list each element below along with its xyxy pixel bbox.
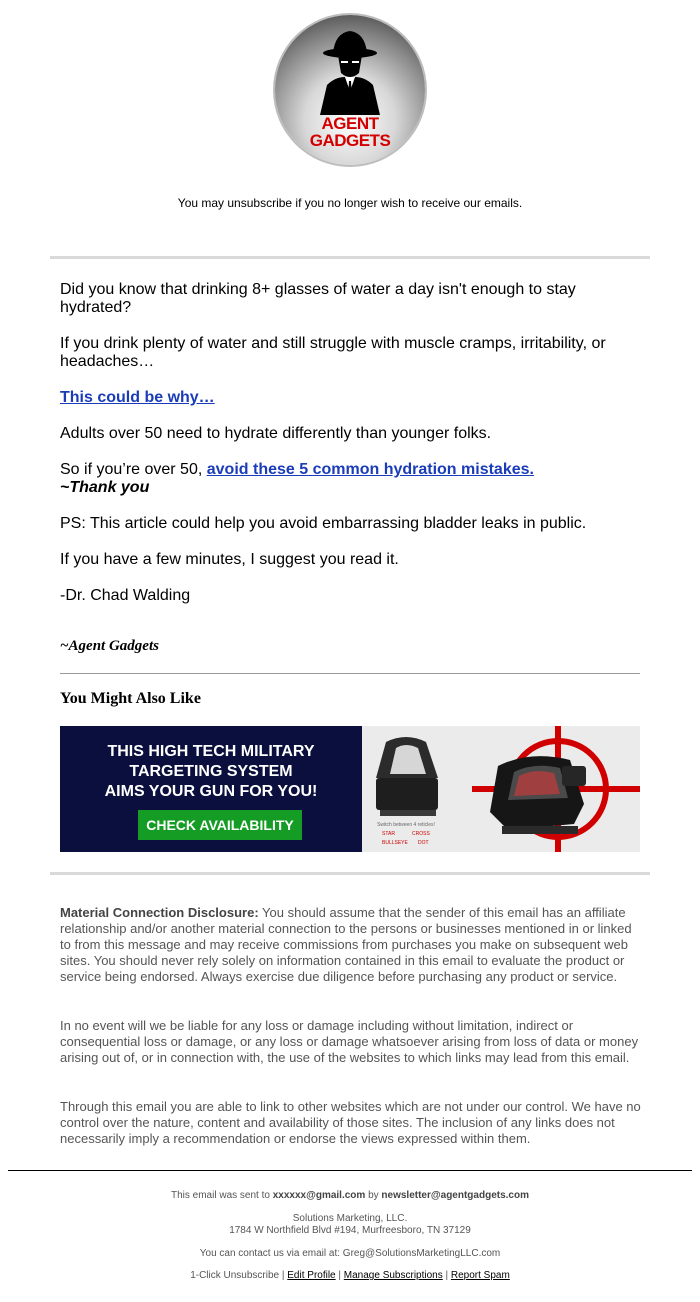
targeting-system-banner-ad[interactable]	[60, 726, 640, 852]
body-paragraph-5: If you have a few minutes, I suggest you read it.	[60, 551, 399, 568]
company-name: Solutions Marketing, LLC.	[292, 1213, 408, 1224]
divider	[50, 872, 650, 875]
check-availability-button[interactable]: CHECK AVAILABILITY	[138, 810, 302, 840]
banner-headline	[60, 742, 362, 802]
banner-text-panel	[60, 726, 362, 852]
divider	[50, 256, 650, 259]
banner-product-panel	[362, 726, 640, 852]
contact-line: You can contact us via email at: Greg@SolutionsMarketingLLC.com	[199, 1248, 501, 1259]
recipient-email: xxxxxx@gmail.com	[272, 1190, 366, 1201]
banner-headline-line-2: TARGETING SYSTEM	[129, 763, 293, 780]
banner-headline-line-3: AIMS YOUR GUN FOR YOU!	[104, 783, 318, 800]
body-link-1-wrap	[60, 389, 640, 407]
report-spam-link[interactable]: Report Spam	[450, 1270, 510, 1281]
signature: ~Agent Gadgets	[60, 638, 159, 654]
disclosure-heading: Material Connection Disclosure:	[60, 905, 259, 920]
body-paragraph-4	[60, 461, 640, 479]
edit-profile-link[interactable]: Edit Profile	[287, 1270, 336, 1281]
body-paragraph-3: Adults over 50 need to hydrate differently than younger folks.	[60, 425, 492, 442]
disclosure-paragraph	[60, 905, 645, 985]
footer-divider	[8, 1170, 692, 1171]
reticle-cross-label: CROSS	[412, 831, 430, 837]
unsubscribe-note: You may unsubscribe if you no longer wish to receive our emails.	[177, 196, 523, 210]
sent-to-line	[0, 1190, 700, 1202]
link-separator: |	[335, 1270, 344, 1281]
agent-gadgets-logo[interactable]	[275, 15, 425, 165]
manage-subscriptions-link[interactable]: Manage Subscriptions	[343, 1270, 443, 1281]
thank-you-line: ~Thank you	[60, 479, 150, 496]
hydration-mistakes-link[interactable]: avoid these 5 common hydration mistakes.	[206, 461, 534, 478]
logo-wordmark	[275, 115, 425, 149]
spy-silhouette-icon	[275, 15, 425, 125]
recommend-heading: You Might Also Like	[60, 690, 201, 707]
reticle-caption: Switch between 4 reticles!	[377, 822, 435, 828]
liability-paragraph: In no event will we be liable for any loss or damage including without limitation, indirect or consequential loss or damage, or any loss or damage whatsoever arising from loss of data or money arising out of, or in connection with, the use of the websites to which links may lead from this email.	[60, 1018, 639, 1065]
one-click-unsubscribe-link[interactable]: 1-Click Unsubscribe	[190, 1270, 280, 1281]
external-links-paragraph: Through this email you are able to link to other websites which are not under our control. We have no control over the nature, content and availability of those sites. The inclusion of any links does not necessarily imply a recommendation or endorse the views expressed within them.	[60, 1099, 641, 1146]
footer-links	[0, 1270, 700, 1282]
sent-by: by	[365, 1190, 382, 1201]
body-paragraph-2: If you drink plenty of water and still struggle with muscle cramps, irritability, or headaches…	[60, 335, 606, 370]
red-dot-sight-image	[362, 726, 640, 852]
this-could-be-why-link[interactable]: This could be why…	[60, 389, 215, 406]
ps-paragraph: PS: This article could help you avoid embarrassing bladder leaks in public.	[60, 515, 587, 532]
divider	[60, 673, 640, 674]
body-paragraph-4-prefix: So if you’re over 50,	[60, 461, 207, 478]
link-separator: |	[442, 1270, 451, 1281]
reticle-bullseye-label: BULLSEYE	[382, 840, 408, 846]
sender-email: newsletter@agentgadgets.com	[381, 1190, 529, 1201]
reticle-dot-label: DOT	[418, 840, 429, 846]
reticle-star-label: STAR	[382, 831, 395, 837]
banner-headline-line-1: THIS HIGH TECH MILITARY	[107, 743, 315, 760]
body-paragraph-1: Did you know that drinking 8+ glasses of water a day isn't enough to stay hydrated?	[60, 281, 576, 316]
link-separator: |	[279, 1270, 288, 1281]
logo-word-gadgets: GADGETS	[309, 131, 391, 150]
company-address: 1784 W Northfield Blvd #194, Murfreesboro, TN 37129	[229, 1225, 471, 1236]
header	[0, 0, 700, 180]
sent-prefix: This email was sent to	[171, 1190, 273, 1201]
author-line: -Dr. Chad Walding	[60, 587, 191, 604]
logo-word-agent: AGENT	[321, 114, 379, 133]
disclosure-text: You should assume that the sender of this email has an affiliate relationship and/or another material connection to the persons or businesses mentioned in or linked to from this message and may receive commissions from purchases you make on subsequent web sites. You should never rely solely on information contained in this email to evaluate the product or service being endorsed. Always exercise due diligence before purchasing any product or service.	[60, 905, 632, 984]
